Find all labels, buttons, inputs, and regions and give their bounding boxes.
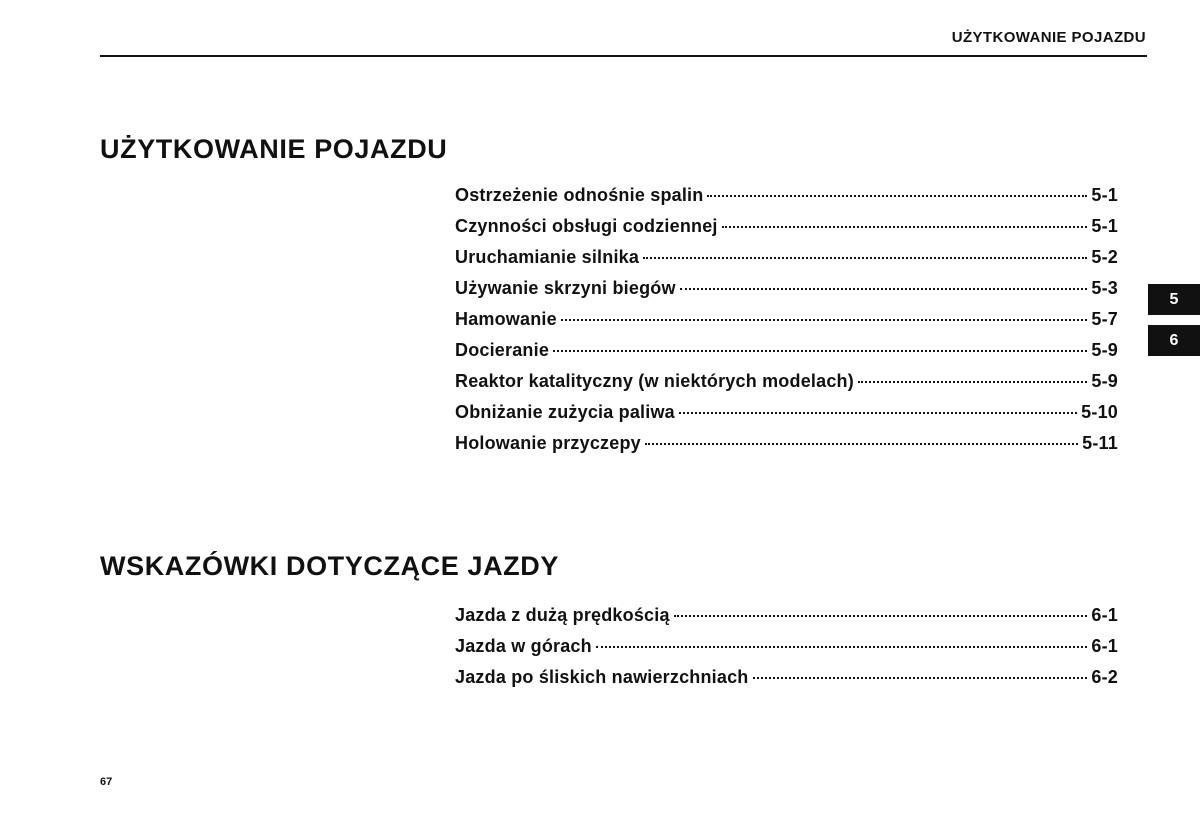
dot-leader xyxy=(643,257,1087,259)
toc-entry-label: Jazda w górach xyxy=(455,636,592,656)
toc-entry-label: Używanie skrzyni biegów xyxy=(455,278,676,298)
toc-entry-label: Hamowanie xyxy=(455,309,557,329)
toc-entry[interactable] xyxy=(455,371,1118,402)
toc-entry-page: 6-1 xyxy=(1091,636,1118,656)
toc-entry-label: Jazda z dużą prędkością xyxy=(455,605,670,625)
toc-entry-page: 5-1 xyxy=(1091,216,1118,236)
running-header: UŻYTKOWANIE POJAZDU xyxy=(951,29,1146,46)
page-number: 67 xyxy=(100,776,113,788)
header-rule xyxy=(100,55,1147,57)
chapter-tab-5[interactable]: 5 xyxy=(1148,284,1200,315)
toc-entry-page: 5-9 xyxy=(1091,371,1118,391)
dot-leader xyxy=(753,677,1088,679)
dot-leader xyxy=(561,319,1088,321)
toc-entry[interactable] xyxy=(455,340,1118,371)
section-title-uzytkowanie: UŻYTKOWANIE POJAZDU xyxy=(100,134,448,164)
toc-entry-page: 5-11 xyxy=(1082,433,1118,453)
dot-leader xyxy=(645,443,1078,445)
section-title-wskazowki: WSKAZÓWKI DOTYCZĄCE JAZDY xyxy=(100,551,559,581)
toc-entry-page: 5-7 xyxy=(1091,309,1118,329)
toc-entry-page: 6-1 xyxy=(1091,605,1118,625)
toc-entry[interactable] xyxy=(455,185,1118,216)
toc-entry[interactable] xyxy=(455,309,1118,340)
dot-leader xyxy=(858,381,1087,383)
toc-entry[interactable] xyxy=(455,433,1118,464)
chapter-tab-6[interactable]: 6 xyxy=(1148,325,1200,356)
dot-leader xyxy=(679,412,1077,414)
dot-leader xyxy=(553,350,1087,352)
toc-entry[interactable] xyxy=(455,402,1118,433)
toc-entry-label: Reaktor katalityczny (w niektórych modelach) xyxy=(455,371,854,391)
toc-entry[interactable] xyxy=(455,247,1118,278)
toc-entry[interactable] xyxy=(455,667,1118,698)
toc-entry[interactable] xyxy=(455,636,1118,667)
toc-entry[interactable] xyxy=(455,278,1118,309)
toc-uzytkowanie xyxy=(455,185,1118,464)
dot-leader xyxy=(680,288,1088,290)
toc-entry-label: Obniżanie zużycia paliwa xyxy=(455,402,675,422)
toc-wskazowki xyxy=(455,605,1118,698)
dot-leader xyxy=(707,195,1087,197)
toc-entry-page: 5-9 xyxy=(1091,340,1118,360)
dot-leader xyxy=(722,226,1088,228)
toc-entry-label: Holowanie przyczepy xyxy=(455,433,641,453)
toc-entry-page: 5-2 xyxy=(1091,247,1118,267)
toc-entry-label: Ostrzeżenie odnośnie spalin xyxy=(455,185,704,205)
toc-entry-page: 5-3 xyxy=(1091,278,1118,298)
toc-entry-page: 6-2 xyxy=(1091,667,1118,687)
toc-entry-page: 5-10 xyxy=(1081,402,1118,422)
toc-entry-label: Jazda po śliskich nawierzchniach xyxy=(455,667,749,687)
toc-entry[interactable] xyxy=(455,216,1118,247)
toc-entry-label: Czynności obsługi codziennej xyxy=(455,216,718,236)
toc-entry-page: 5-1 xyxy=(1091,185,1118,205)
toc-entry-label: Uruchamianie silnika xyxy=(455,247,640,267)
toc-entry[interactable] xyxy=(455,605,1118,636)
dot-leader xyxy=(596,646,1088,648)
toc-entry-label: Docieranie xyxy=(455,340,550,360)
dot-leader xyxy=(674,615,1088,617)
chapter-tabs xyxy=(1148,284,1200,366)
